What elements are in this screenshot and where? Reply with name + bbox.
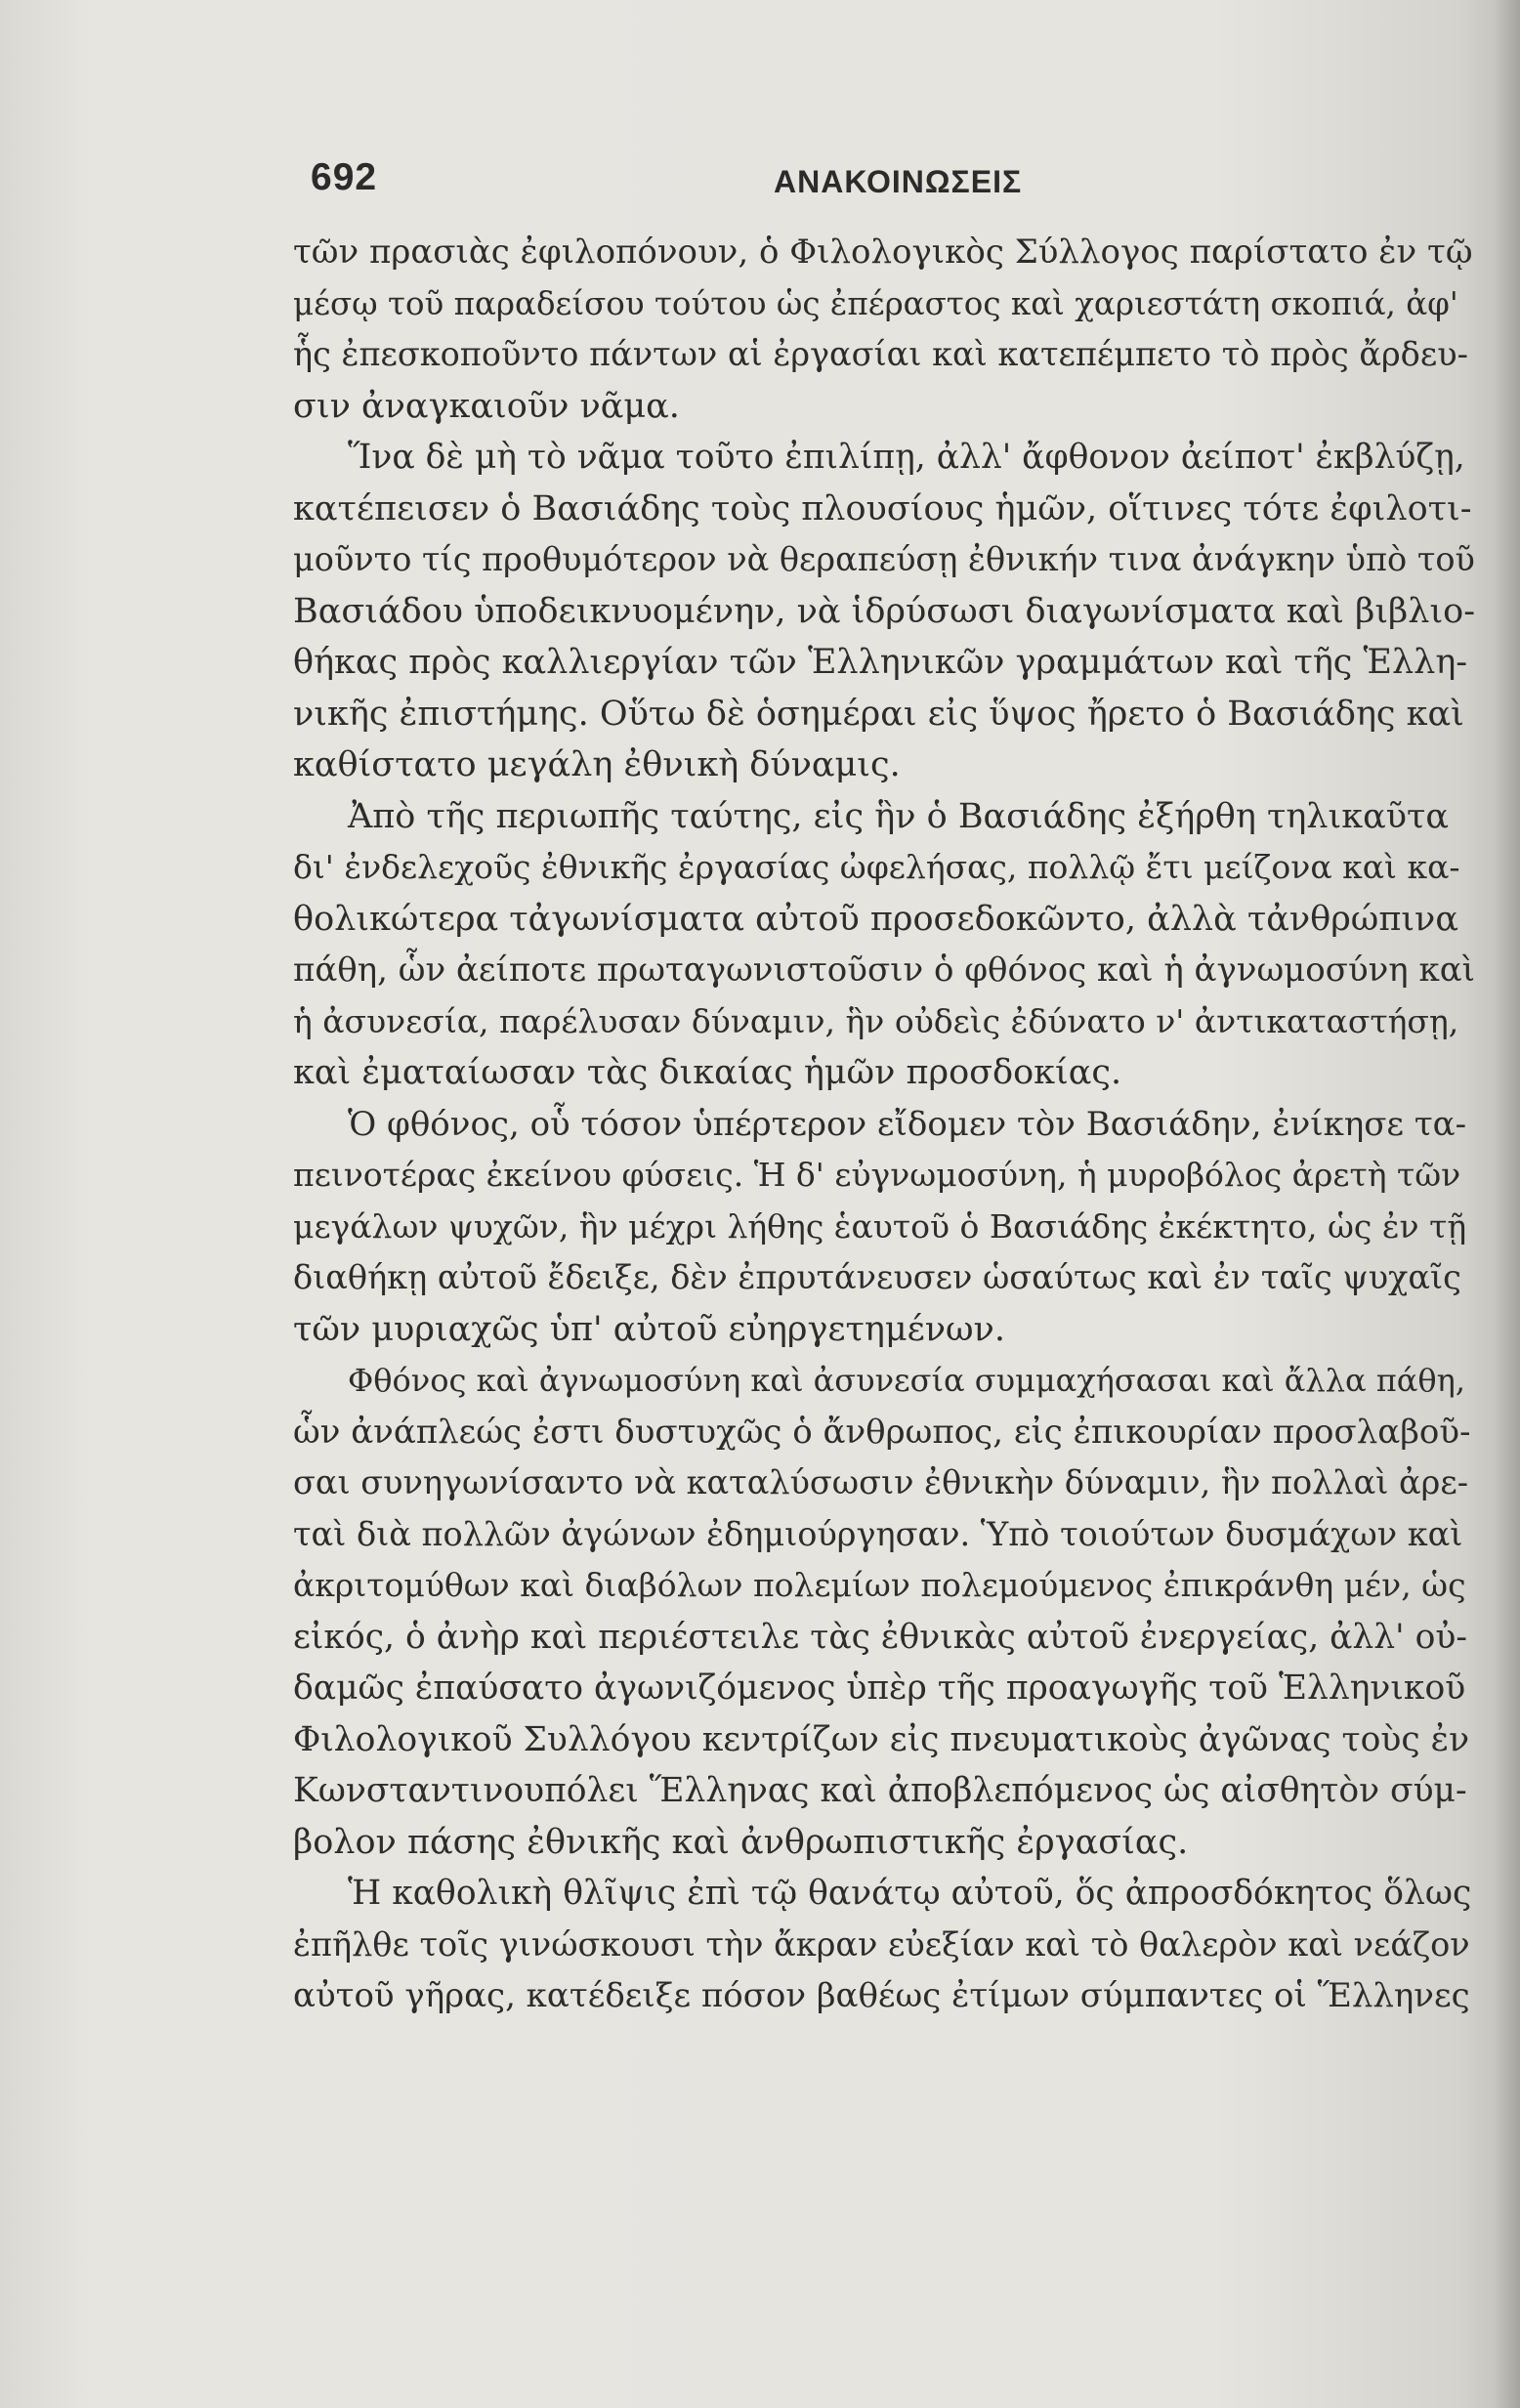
text-line: νικῆς ἐπιστήμης. Οὕτω δὲ ὁσημέραι εἰς ὕψος ἤρετο ὁ Βασιάδης καὶ: [293, 694, 1464, 734]
text-line: εἰκός, ὁ ἀνὴρ καὶ περιέστειλε τὰς ἐθνικὰς αὐτοῦ ἐνεργείας, ἀλλ' οὐ-: [293, 1617, 1468, 1657]
text-line: σιν ἀναγκαιοῦν νᾶμα.: [293, 386, 680, 426]
text-line: ἐπῆλθε τοῖς γινώσκουσι τὴν ἄκραν εὐεξίαν καὶ τὸ θαλερὸν καὶ νεάζον: [293, 1924, 1470, 1964]
text-line: μοῦντο τίς προθυμότερον νὰ θεραπεύσῃ ἐθνικήν τινα ἀνάγκην ὑπὸ τοῦ: [293, 540, 1475, 578]
text-line: θολικώτερα τἀγωνίσματα αὐτοῦ προσεδοκῶντο, ἀλλὰ τἀνθρώπινα: [293, 899, 1458, 939]
body-text: [293, 227, 1475, 2022]
text-line: Κωνσταντινουπόλει Ἕλληνας καὶ ἀποβλεπόμενος ὡς αἰσθητὸν σύμ-: [293, 1771, 1467, 1810]
text-line: καθίστατο μεγάλη ἐθνικὴ δύναμις.: [293, 745, 901, 784]
text-line: μέσῳ τοῦ παραδείσου τούτου ὡς ἐπέραστος καὶ χαριεστάτη σκοπιά, ἀφ': [293, 284, 1458, 322]
text-line: μεγάλων ψυχῶν, ἣν μέχρι λήθης ἑαυτοῦ ὁ Βασιάδης ἐκέκτητο, ὡς ἐν τῇ: [293, 1206, 1467, 1246]
text-line: θήκας πρὸς καλλιεργίαν τῶν Ἑλληνικῶν γραμμάτων καὶ τῆς Ἑλλη-: [293, 643, 1468, 682]
text-line: δαμῶς ἐπαύσατο ἀγωνιζόμενος ὑπὲρ τῆς προαγωγῆς τοῦ Ἑλληνικοῦ: [293, 1669, 1466, 1708]
page-edge-shadow: [1495, 0, 1520, 2408]
text-line: ταὶ διὰ πολλῶν ἀγώνων ἐδημιούργησαν. Ὑπὸ τοιούτων δυσμάχων καὶ: [293, 1514, 1463, 1553]
text-line: ἡ ἀσυνεσία, παρέλυσαν δύναμιν, ἣν οὐδεὶς ἐδύνατο ν' ἀντικαταστήσῃ,: [293, 1001, 1459, 1040]
text-line: δι' ἐνδελεχοῦς ἐθνικῆς ἐργασίας ὠφελήσας, πολλῷ ἔτι μείζονα καὶ κα-: [293, 848, 1460, 886]
paragraph-start-line: Φθόνος καὶ ἀγνωμοσύνη καὶ ἀσυνεσία συμμαχήσασαι καὶ ἄλλα πάθη,: [348, 1362, 1465, 1399]
paragraph-start-line: Ἡ καθολικὴ θλῖψις ἐπὶ τῷ θανάτῳ αὐτοῦ, ὅς ἀπροσδόκητος ὅλως: [348, 1874, 1472, 1913]
paragraph-start-line: Ἵνα δὲ μὴ τὸ νᾶμα τοῦτο ἐπιλίπῃ, ἀλλ' ἄφθονον ἀείποτ' ἐκβλύζῃ,: [348, 438, 1465, 477]
text-line: ὧν ἀνάπλεώς ἐστι δυστυχῶς ὁ ἄνθρωπος, εἰς ἐπικουρίαν προσλαβοῦ-: [293, 1412, 1471, 1452]
text-line: κατέπεισεν ὁ Βασιάδης τοὺς πλουσίους ἡμῶν, οἵτινες τότε ἐφιλοτι-: [293, 488, 1472, 528]
text-line: καὶ ἐματαίωσαν τὰς δικαίας ἡμῶν προσδοκίας.: [293, 1053, 1122, 1092]
text-line: ἀκριτομύθων καὶ διαβόλων πολεμίων πολεμούμενος ἐπικράνθη μέν, ὡς: [293, 1566, 1466, 1604]
running-head: [0, 156, 1520, 215]
paragraph-start-line: Ὁ φθόνος, οὗ τόσον ὑπέρτερον εἴδομεν τὸν Βασιάδην, ἐνίκησε τα-: [348, 1104, 1467, 1144]
paragraph-start-line: Ἀπὸ τῆς περιωπῆς ταύτης, εἰς ἣν ὁ Βασιάδης ἐξήρθη τηλικαῦτα: [348, 796, 1449, 836]
text-line: βολον πάσης ἐθνικῆς καὶ ἀνθρωπιστικῆς ἐργασίας.: [293, 1822, 1189, 1862]
text-line: αὐτοῦ γῆρας, κατέδειξε πόσον βαθέως ἐτίμων σύμπαντες οἱ Ἕλληνες: [293, 1976, 1470, 2015]
text-line: Βασιάδου ὑποδεικνυομένην, νὰ ἱδρύσωσι διαγωνίσματα καὶ βιβλιο-: [293, 591, 1476, 631]
text-line: ἧς ἐπεσκοποῦντο πάντων αἱ ἐργασίαι καὶ κατεπέμπετο τὸ πρὸς ἄρδευ-: [293, 335, 1468, 373]
page-number: 692: [311, 156, 378, 198]
text-line: τῶν μυριαχῶς ὑπ' αὐτοῦ εὐηργετημένων.: [293, 1309, 1005, 1349]
text-line: πεινοτέρας ἐκείνου φύσεις. Ἡ δ' εὐγνωμοσύνη, ἡ μυροβόλος ἀρετὴ τῶν: [293, 1156, 1461, 1194]
text-line: πάθη, ὧν ἀείποτε πρωταγωνιστοῦσιν ὁ φθόνος καὶ ἡ ἀγνωμοσύνη καὶ: [293, 951, 1476, 990]
text-line: τῶν πρασιὰς ἐφιλοπόνουν, ὁ Φιλολογικὸς Σύλλογος παρίστατο ἐν τῷ: [293, 232, 1473, 272]
running-title: ΑΝΑΚΟΙΝΩΣΕΙΣ: [774, 164, 1023, 199]
text-line: σαι συνηγωνίσαντο νὰ καταλύσωσιν ἐθνικὴν δύναμιν, ἣν πολλαὶ ἀρε-: [293, 1463, 1469, 1501]
text-line: διαθήκῃ αὐτοῦ ἔδειξε, δὲν ἐπρυτάνευσεν ὡσαύτως καὶ ἐν ταῖς ψυχαῖς: [293, 1258, 1461, 1296]
text-line: Φιλολογικοῦ Συλλόγου κεντρίζων εἰς πνευματικοὺς ἀγῶνας τοὺς ἐν: [293, 1719, 1470, 1759]
